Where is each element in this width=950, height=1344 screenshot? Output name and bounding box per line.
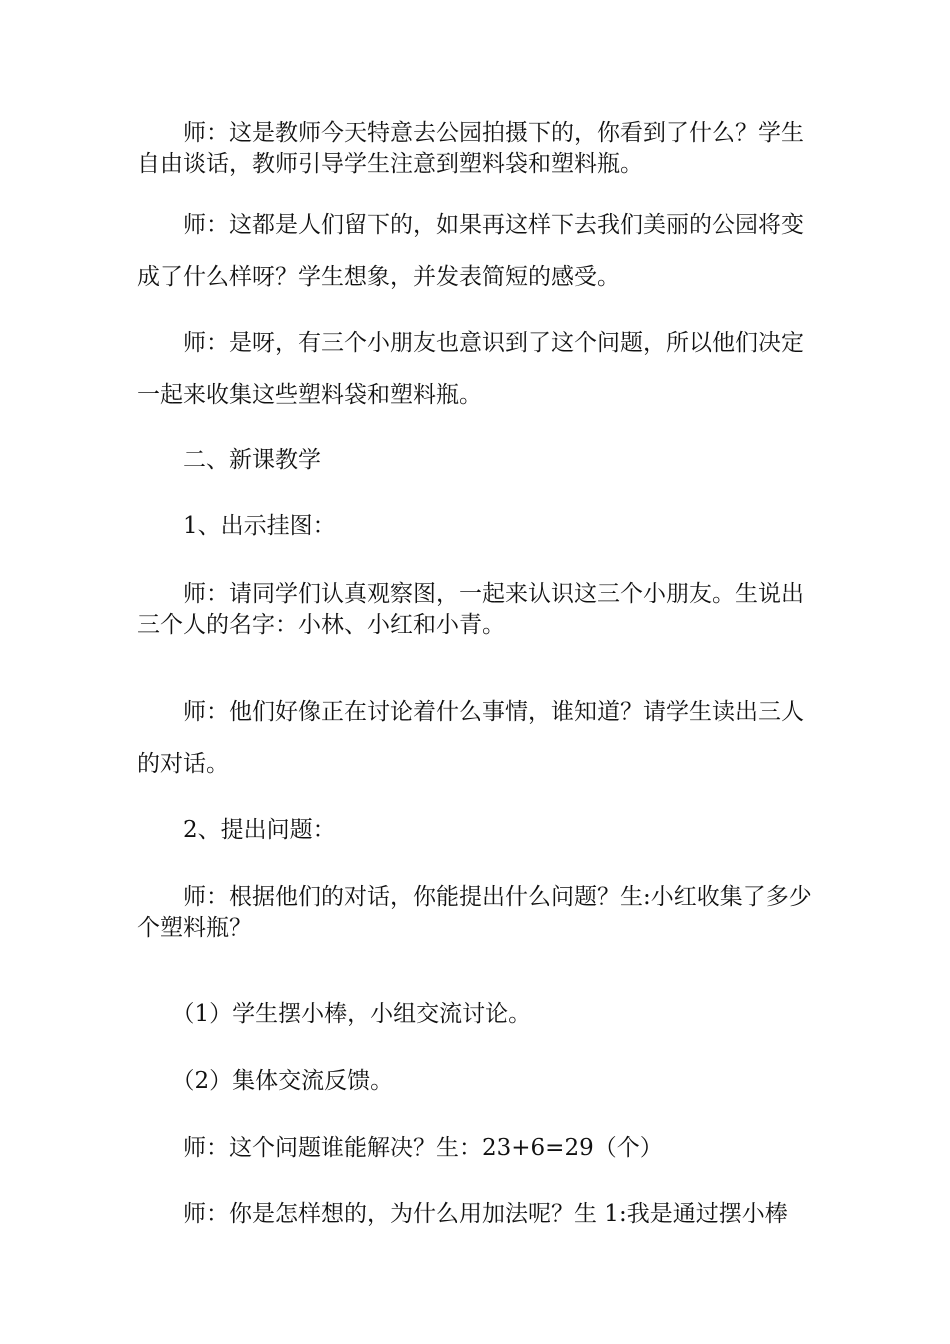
paragraph-7: 师：这个问题谁能解决？生：23+6=29（个） — [137, 1135, 663, 1161]
paragraph-1: 师：这是教师今天特意去公园拍摄下的，你看到了什么？学生自由谈话，教师引导学生注意到塑料袋和塑料瓶。 — [137, 120, 804, 177]
section-heading-new-lesson: 二、新课教学 — [137, 447, 321, 473]
paragraph-2: 师：这都是人们留下的，如果再这样下去我们美丽的公园将变成了什么样呀？学生想象，并发表简短的感受。 — [137, 212, 804, 290]
step-1-heading: 1、出示挂图： — [137, 513, 336, 539]
step-2-heading: 2、提出问题： — [137, 817, 336, 843]
sub-step-1: （1）学生摆小棒，小组交流讨论。 — [137, 1001, 532, 1027]
paragraph-5: 师：他们好像正在讨论着什么事情，谁知道？请学生读出三人的对话。 — [137, 699, 804, 777]
paragraph-3: 师：是呀，有三个小朋友也意识到了这个问题，所以他们决定一起来收集这些塑料袋和塑料瓶。 — [137, 330, 804, 408]
paragraph-8: 师：你是怎样想的，为什么用加法呢？生 1:我是通过摆小棒 — [137, 1201, 788, 1227]
sub-step-2: （2）集体交流反馈。 — [137, 1068, 394, 1094]
paragraph-6: 师：根据他们的对话，你能提出什么问题？生:小红收集了多少个塑料瓶？ — [137, 884, 812, 941]
paragraph-4: 师：请同学们认真观察图，一起来认识这三个小朋友。生说出三个人的名字：小林、小红和小青。 — [137, 581, 804, 638]
